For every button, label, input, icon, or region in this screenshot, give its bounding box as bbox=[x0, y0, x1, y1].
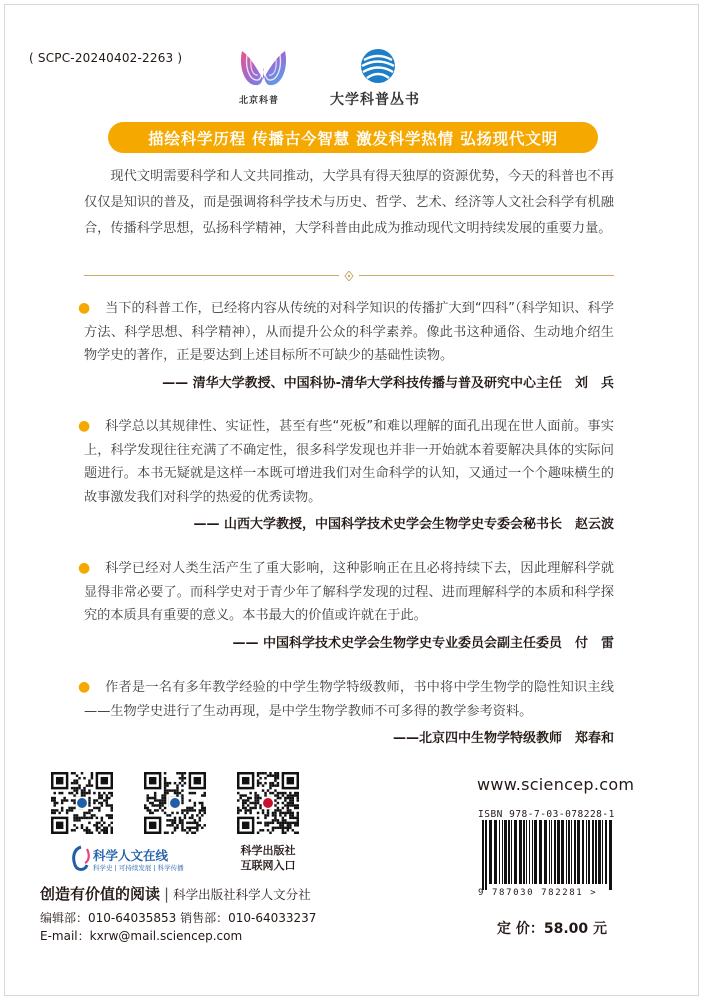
series-name: 大学科普丛书 bbox=[330, 92, 420, 108]
isbn-barcode bbox=[478, 820, 614, 890]
cip-code: ( SCPC-20240402-2263 ) bbox=[29, 51, 183, 65]
beijing-kepu-label: 北京科普 bbox=[239, 96, 280, 106]
review-quote-4 bbox=[78, 676, 614, 751]
intro-paragraph: 现代文明需要科学和人文共同推动，大学具有得天独厚的资源优势，今天的科普也不再仅仅是知识的普及，而是强调将科学技术与历史、哲学、艺术、经济等人文社会科学有机融合，传播科学思想，弘扬科学精神，大学科普由此成为推动现代文明持续发展的重要力量。 bbox=[84, 169, 614, 236]
kexue-renwen-title: 科学人文在线 bbox=[93, 848, 169, 863]
review-attribution: —— 中国科学技术史学会生物学史专业委员会副主任委员 付 雷 bbox=[232, 635, 614, 651]
review-text: 科学总以其规律性、实证性，甚至有些“死板”和难以理解的面孔出现在世人面前。事实上，科学发现往往充满了不确定性，很多科学发现也并非一开始就本着要解决具体的实际问题进行。本书无疑就是这样一本既可增进我们对生命科学的认知，又通过一个个趣味横生的故事激发我们对科学的热爱的优秀读物。 bbox=[84, 419, 614, 505]
kexue-renwen-subtitle: 科学史 | 可持续发展 | 科学传播 bbox=[93, 864, 184, 872]
review-quote-1 bbox=[78, 297, 614, 395]
review-text: 当下的科普工作，已经将内容从传统的对科学知识的传播扩大到“四科”（科学知识、科学方法、科学思想、科学精神），从而提升公众的科学素养。像此书这种通俗、生动地介绍生物学史的著作，正是要达到上述目标所不可缺少的基础性读物。 bbox=[84, 301, 614, 363]
review-quote-2 bbox=[78, 415, 614, 537]
beijing-kepu-logo-icon bbox=[236, 45, 291, 93]
review-attribution: —— 山西大学教授，中国科学技术史学会生物学史专委会秘书长 赵云波 bbox=[193, 517, 614, 532]
bullet-icon: ● bbox=[78, 300, 91, 316]
bullet-icon: ● bbox=[78, 418, 91, 434]
qr3-caption bbox=[232, 843, 304, 873]
qr3-label-line2: 互联网入口 bbox=[240, 859, 296, 872]
review-attribution: —— 清华大学教授、中国科协-清华大学科技传播与普及研究中心主任 刘 兵 bbox=[162, 375, 614, 391]
website-url[interactable]: www.sciencep.com bbox=[477, 775, 635, 794]
publisher-name: 科学出版社科学人文分社 bbox=[173, 887, 311, 902]
reading-separator: | bbox=[164, 885, 170, 903]
barcode-digits: 9 787030 782281 > bbox=[478, 888, 598, 898]
review-attribution: ——北京四中生物学特级教师 郑春和 bbox=[392, 731, 614, 746]
kexue-renwen-badge bbox=[71, 843, 184, 877]
globe-logo-icon bbox=[360, 48, 396, 84]
qr-code-2[interactable] bbox=[144, 772, 206, 834]
section-divider bbox=[84, 271, 614, 281]
reading-slogan: 创造有价值的阅读 bbox=[40, 885, 161, 903]
slogan-banner: 描绘科学历程 传播古今智慧 激发科学热情 弘扬现代文明 bbox=[108, 122, 598, 153]
qr-code-3[interactable] bbox=[237, 772, 299, 834]
reading-slogan-row bbox=[40, 883, 311, 904]
phone-numbers: 编辑部：010-64035853 销售部：010-64033237 bbox=[40, 911, 317, 925]
bullet-icon: ● bbox=[78, 679, 91, 695]
bullet-icon: ● bbox=[78, 560, 91, 576]
email-address: E-mail：kxrw@mail.sciencep.com bbox=[40, 929, 243, 943]
review-quote-3 bbox=[78, 557, 614, 655]
price: 定 价：58.00 元 bbox=[497, 921, 608, 937]
qr-code-1[interactable] bbox=[51, 772, 113, 834]
isbn-text: ISBN 978-7-03-078228-1 bbox=[478, 809, 615, 820]
review-text: 科学已经对人类生活产生了重大影响，这种影响正在且必将持续下去，因此理解科学就显得非常必要了。而科学史对于青少年了解科学发现的过程、进而理解科学的本质和科学探究的本质具有重要的意义。本书最大的价值或许就在于此。 bbox=[84, 561, 614, 623]
review-text: 作者是一名有多年教学经验的中学生物学特级教师，书中将中学生物学的隐性知识主线——生物学史进行了生动再现，是中学生物学教师不可多得的教学参考资料。 bbox=[84, 680, 614, 719]
qr3-label-line1: 科学出版社 bbox=[240, 844, 296, 857]
